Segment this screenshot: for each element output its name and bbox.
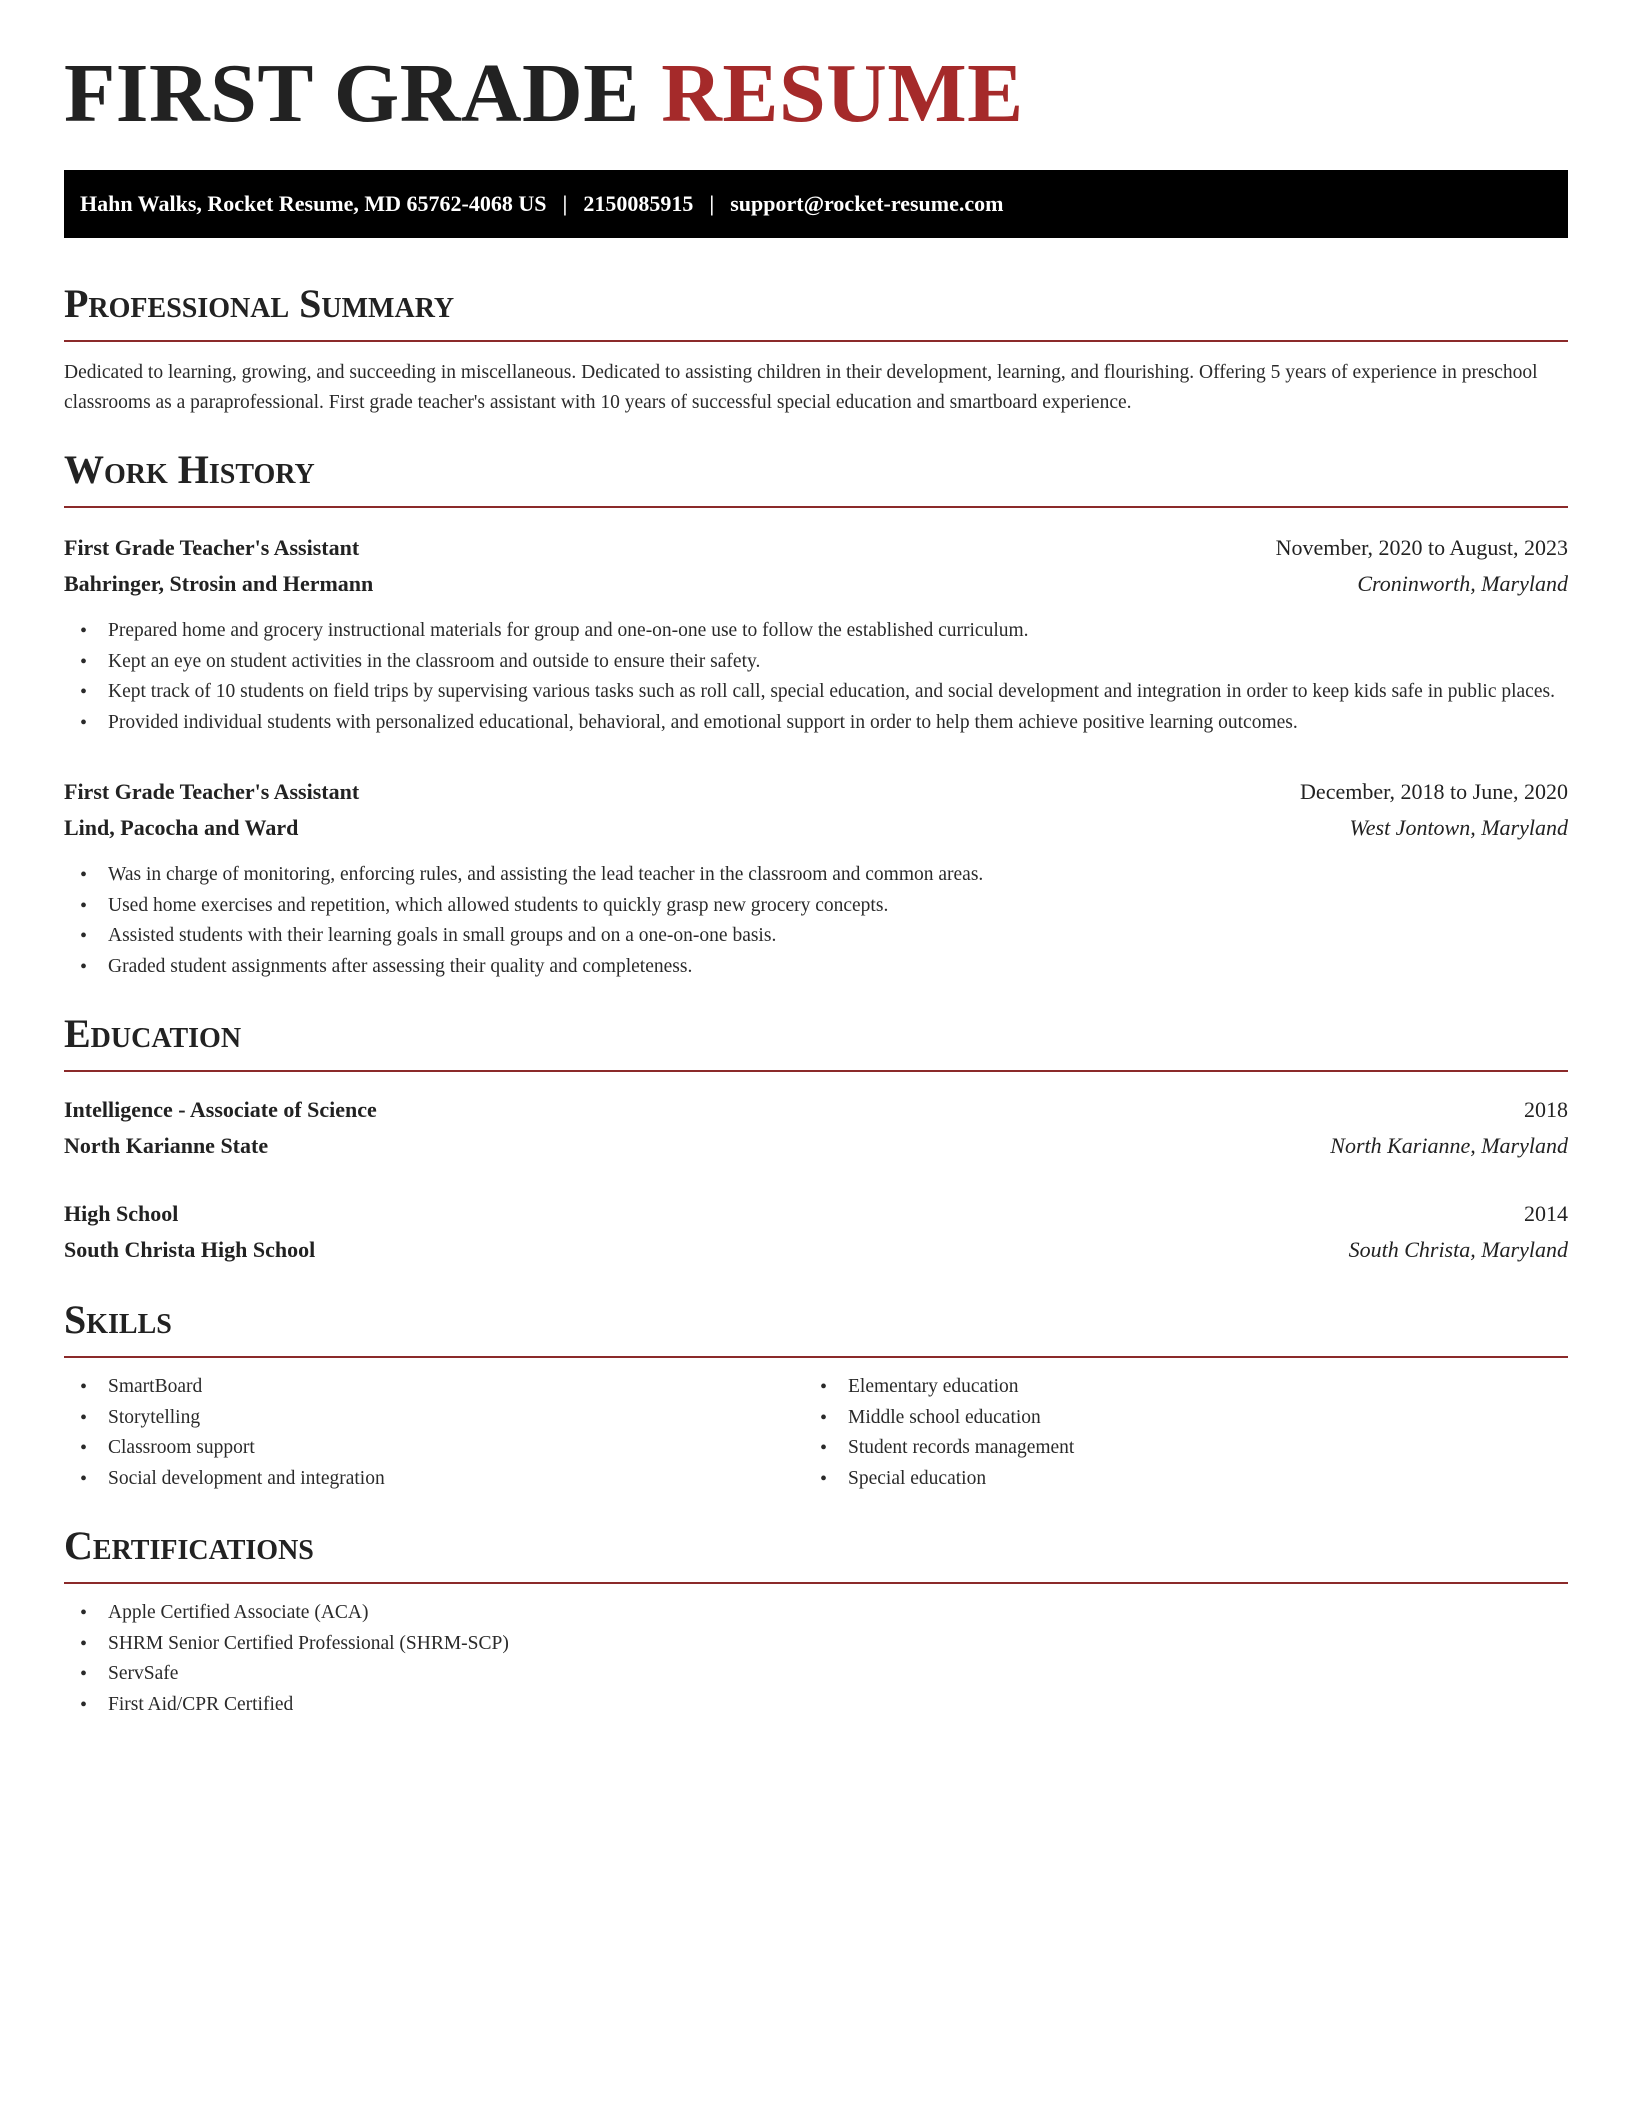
job-company: Lind, Pacocha and Ward (64, 815, 299, 840)
education-entry (64, 1196, 1568, 1268)
education-school-row (64, 1232, 1568, 1268)
summary-text: Dedicated to learning, growing, and succeeding in miscellaneous. Dedicated to assisting children in their development, learning, and flourishing. Offering 5 years of experience in preschool classrooms as a paraprofessional. First grade teacher's assistant with 10 years of successful special education and smartboard experience. (64, 362, 1538, 413)
certification-item: • ServSafe (64, 1659, 1568, 1690)
job-bullet: • Provided individual students with personalized educational, behavioral, and emotional support in order to help them achieve positive learning outcomes. (64, 708, 1568, 739)
job-entry (64, 530, 1568, 738)
job-bullet: • Kept an eye on student activities in the classroom and outside to ensure their safety. (64, 647, 1568, 678)
education-location: North Karianne, Maryland (1330, 1133, 1568, 1158)
work-history-heading: Work History (64, 448, 1568, 508)
skills-heading: Skills (64, 1298, 1568, 1358)
skill-item: • Special education (804, 1464, 1544, 1495)
education-degree: Intelligence - Associate of Science (64, 1097, 377, 1122)
contact-address: Hahn Walks, Rocket Resume, MD 65762-4068 US (80, 191, 547, 216)
education-entry (64, 1092, 1568, 1164)
job-bullets (64, 616, 1568, 738)
education-location: South Christa, Maryland (1348, 1237, 1568, 1262)
education-degree-row (64, 1196, 1568, 1232)
certifications-list (64, 1598, 1568, 1720)
skill-item: • Student records management (804, 1433, 1544, 1464)
education-heading: Education (64, 1012, 1568, 1072)
summary-heading: Professional Summary (64, 282, 1568, 342)
job-dates: November, 2020 to August, 2023 (1275, 535, 1568, 560)
contact-phone: 2150085915 (583, 191, 694, 216)
contact-bar (64, 170, 1568, 238)
education-year: 2014 (1524, 1201, 1568, 1226)
education-school: South Christa High School (64, 1237, 316, 1262)
job-header-row (64, 530, 1568, 566)
title-accent: RESUME (661, 47, 1024, 140)
job-bullet: • Was in charge of monitoring, enforcing rules, and assisting the lead teacher in the classroom and common areas. (64, 860, 1568, 891)
skill-item: • Social development and integration (64, 1464, 804, 1495)
education-school-row (64, 1128, 1568, 1164)
work-history-section (64, 448, 1568, 982)
job-bullet: • Graded student assignments after assessing their quality and completeness. (64, 952, 1568, 983)
education-school: North Karianne State (64, 1133, 269, 1158)
contact-separator: | (709, 191, 715, 216)
skills-grid (64, 1372, 1568, 1494)
skills-list-right (804, 1372, 1544, 1494)
job-header-row (64, 774, 1568, 810)
job-title: First Grade Teacher's Assistant (64, 779, 360, 804)
job-location: West Jontown, Maryland (1349, 815, 1568, 840)
resume-title (64, 47, 1568, 140)
certification-item: • Apple Certified Associate (ACA) (64, 1598, 1568, 1629)
job-location: Croninworth, Maryland (1357, 571, 1568, 596)
job-bullet: • Kept track of 10 students on field trips by supervising various tasks such as roll call, special education, and social development and integration in order to keep kids safe in public places. (64, 677, 1568, 708)
job-bullets (64, 860, 1568, 982)
skill-item: • Storytelling (64, 1403, 804, 1434)
education-degree: High School (64, 1201, 179, 1226)
skill-item: • Elementary education (804, 1372, 1544, 1403)
job-title: First Grade Teacher's Assistant (64, 535, 360, 560)
certification-item: • SHRM Senior Certified Professional (SHRM-SCP) (64, 1629, 1568, 1660)
skills-list-left (64, 1372, 804, 1494)
certifications-heading: Certifications (64, 1524, 1568, 1584)
skills-section (64, 1298, 1568, 1494)
certifications-section (64, 1524, 1568, 1720)
certification-item: • First Aid/CPR Certified (64, 1690, 1568, 1721)
job-dates: December, 2018 to June, 2020 (1300, 779, 1568, 804)
skill-item: • SmartBoard (64, 1372, 804, 1403)
job-company: Bahringer, Strosin and Hermann (64, 571, 374, 596)
job-bullet: • Assisted students with their learning goals in small groups and on a one-on-one basis. (64, 921, 1568, 952)
education-section (64, 1012, 1568, 1268)
education-degree-row (64, 1092, 1568, 1128)
job-bullet: • Used home exercises and repetition, which allowed students to quickly grasp new grocery concepts. (64, 891, 1568, 922)
contact-email[interactable]: support@rocket-resume.com (730, 191, 1004, 216)
job-company-row (64, 810, 1568, 846)
job-entry (64, 774, 1568, 982)
skill-item: • Classroom support (64, 1433, 804, 1464)
skill-item: • Middle school education (804, 1403, 1544, 1434)
title-main: FIRST GRADE (64, 47, 640, 140)
contact-separator: | (562, 191, 568, 216)
job-company-row (64, 566, 1568, 602)
education-year: 2018 (1524, 1097, 1568, 1122)
summary-section (64, 282, 1568, 418)
job-bullet: • Prepared home and grocery instructional materials for group and one-on-one use to follow the established curriculum. (64, 616, 1568, 647)
